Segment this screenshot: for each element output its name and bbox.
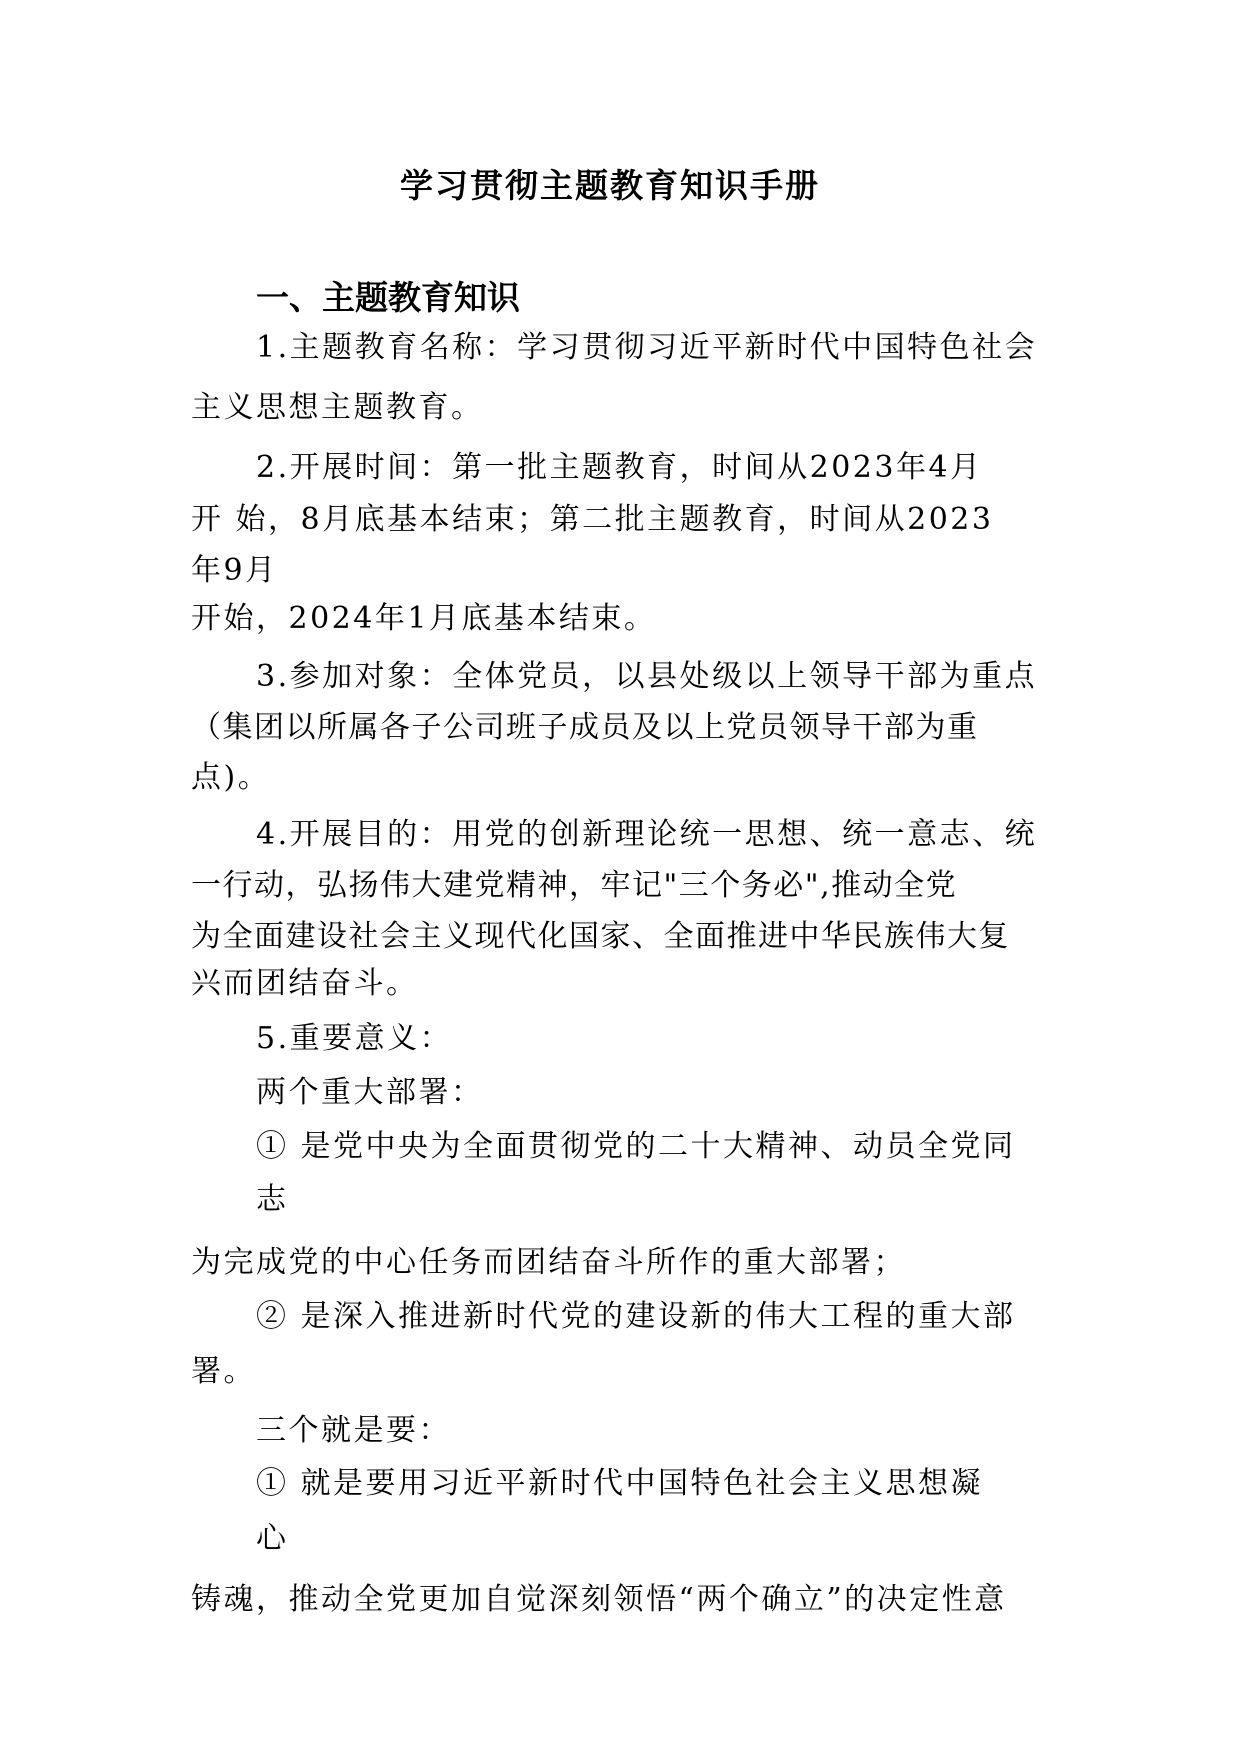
text-line: 铸魂，推动全党更加自觉深刻领悟“两个确立”的决定性意 [191,1582,1007,1617]
text-line: （集团以所属各子公司班子成员及以上党员领导干部为重 [191,710,979,745]
text-line: 1.主题教育名称：学习贯彻习近平新时代中国特色社会 [256,330,1038,365]
text-line: 兴而团结奋斗。 [191,966,419,1001]
document-title: 学习贯彻主题教育知识手册 [400,166,820,205]
text-line: 心 [256,1521,289,1556]
text-line: 主义思想主题教育。 [191,390,484,425]
text-line: 3.参加对象：全体党员，以县处级以上领导干部为重点 [256,659,1038,694]
text-line: 署。 [191,1354,256,1389]
text-line: 志 [256,1182,289,1217]
text-line: ① 是党中央为全面贯彻党的二十大精神、动员全党同 [256,1129,1016,1164]
text-line: ② 是深入推进新时代党的建设新的伟大工程的重大部 [256,1299,1016,1334]
text-line: 为完成党的中心任务而团结奋斗所作的重大部署； [191,1245,906,1280]
text-line: 开 始，8月底基本结束；第二批主题教育，时间从2023 [191,502,994,537]
text-line: 年9月 [191,553,278,588]
text-line: ① 就是要用习近平新时代中国特色社会主义思想凝 [256,1466,984,1501]
text-line: 4.开展目的：用党的创新理论统一思想、统一意志、统 [256,817,1038,852]
section-heading: 一、主题教育知识 [256,278,520,317]
text-line: 一行动，弘扬伟大建党精神，牢记"三个务必",推动全党 [191,868,958,903]
text-line: 三个就是要： [256,1413,451,1448]
text-line: 点)。 [191,760,271,795]
text-line: 为全面建设社会主义现代化国家、全面推进中华民族伟大复 [191,919,1010,954]
text-line: 开始，2024年1月底基本结束。 [191,601,657,636]
text-line: 5.重要意义： [256,1021,453,1056]
text-line: 2.开展时间：第一批主题教育，时间从2023年4月 [256,450,983,485]
text-line: 两个重大部署： [256,1075,484,1110]
